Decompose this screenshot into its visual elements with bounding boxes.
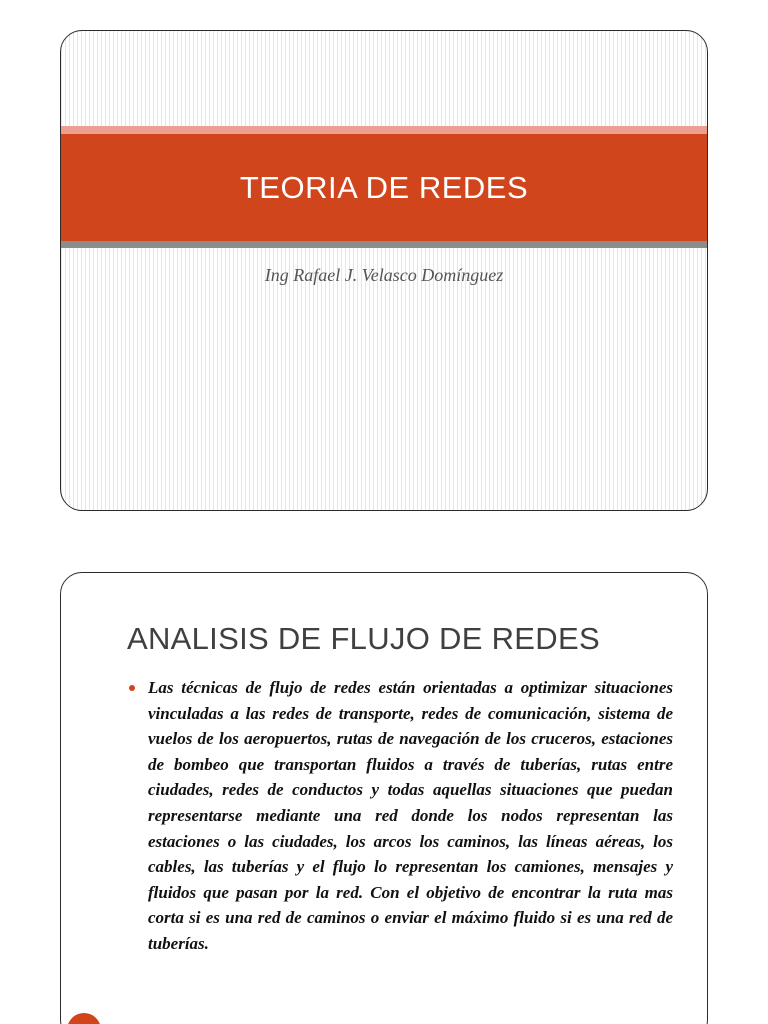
bullet-icon [129, 685, 135, 691]
title-slide [60, 30, 708, 511]
content-heading: ANALISIS DE FLUJO DE REDES [127, 621, 600, 656]
slide-subtitle: Ing Rafael J. Velasco Domínguez [264, 265, 504, 285]
title-band-top-stripe [61, 126, 707, 134]
slide-number-circle-icon [67, 1013, 101, 1024]
slide-title: TEORIA DE REDES [239, 170, 529, 205]
bullet-text: Las técnicas de flujo de redes están orientadas a optimizar situaciones vinculadas a las redes de transporte, redes de comunicación, sistema de vuelos de los aeropuertos, rutas de navegación de los cruceros, estaciones de bombeo que transportan fluidos a través de tuberías, rutas entre ciudades, redes de conductos y todas aquellas situaciones que puedan representarse mediante una red donde los nodos representan las estaciones o las ciudades, los arcos los caminos, las líneas aéreas, los cables, las tuberías y el flujo lo representan los camiones, mensajes y fluidos que pasan por la red. Con el objetivo de encontrar la ruta mas corta si es una red de caminos o enviar el máximo fluido si es una red de tuberías. [148, 678, 673, 953]
content-slide [60, 572, 708, 1024]
title-band-bottom-stripe [61, 241, 707, 248]
